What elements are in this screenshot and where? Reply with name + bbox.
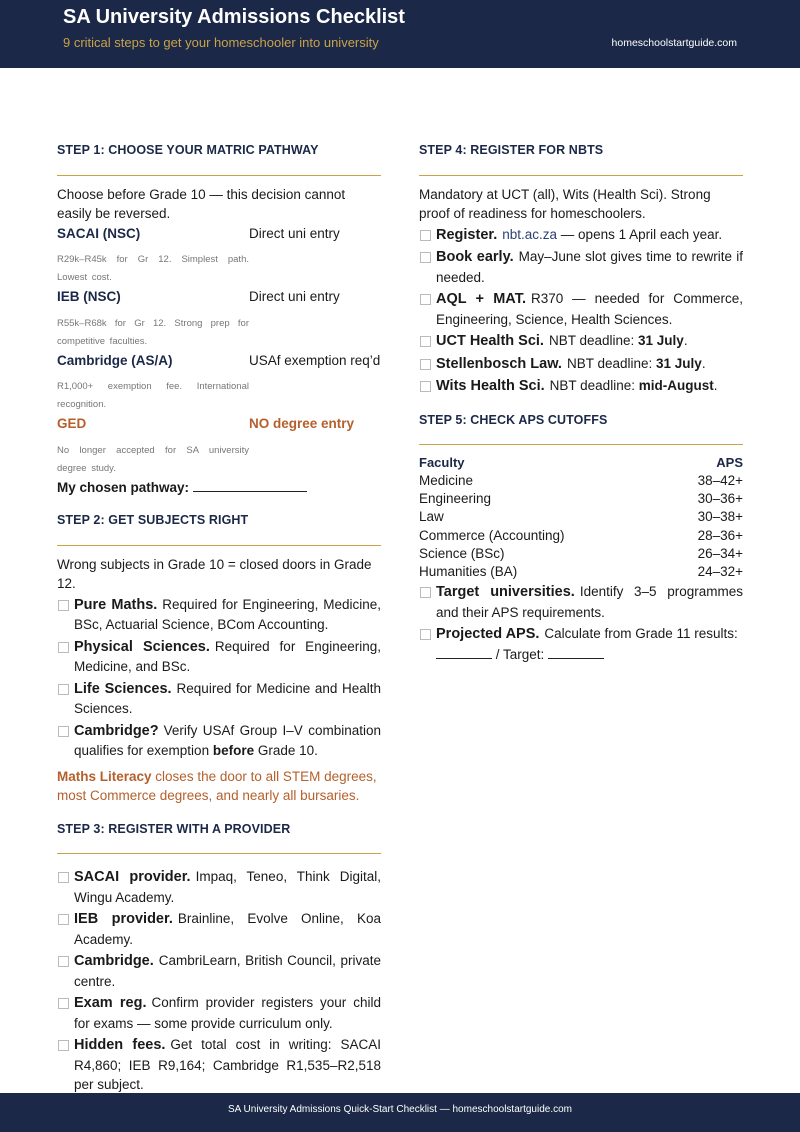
pathway-row (57, 287, 381, 351)
pathway-detail: R1,000+ exemption fee. International recognition. (57, 381, 249, 410)
pathway-row (57, 224, 381, 288)
item-text: NBT deadline: (549, 378, 639, 393)
aps-cell: 28–36+ (697, 527, 743, 543)
checklist-item (57, 595, 381, 635)
item-label: Wits Health Sci. (436, 378, 545, 394)
aps-row (419, 472, 743, 490)
checkbox[interactable] (420, 252, 431, 263)
item-text: CambriLearn, British Council, private centre. (74, 953, 381, 989)
checkbox[interactable] (58, 872, 69, 883)
aps-cell: 24–32+ (697, 564, 743, 580)
item-text: — opens 1 April each year. (557, 226, 723, 242)
item-text-after: Grade 10. (254, 743, 318, 758)
chosen-pathway-label: My chosen pathway: (57, 479, 190, 495)
chosen-pathway-field[interactable] (57, 478, 381, 498)
pathway-entry: Direct uni entry (249, 289, 340, 304)
item-bold: 31 July (656, 355, 702, 371)
warning-text: closes the door to all STEM degrees, most Commerce degrees, and nearly all bursaries. (57, 768, 377, 803)
item-text: Verify USAf Group I–V combination qualifies for exemption (74, 722, 381, 758)
item-text: Required for Engineering, Medicine, and BSc. (74, 638, 381, 674)
right-column (419, 141, 743, 666)
header (0, 0, 800, 68)
step4-heading: STEP 4: REGISTER FOR NBTS (419, 141, 743, 176)
checkbox[interactable] (420, 587, 431, 598)
pathway-entry: Direct uni entry (249, 225, 340, 241)
aps-cell: 26–34+ (697, 545, 743, 561)
aps-cell: 30–36+ (697, 491, 743, 507)
item-text: Impaq, Teneo, Think Digital, Wingu Academy. (74, 869, 381, 905)
pathway-row (57, 414, 381, 478)
pathway-name: IEB (NSC) (57, 289, 121, 304)
checkbox[interactable] (58, 1040, 69, 1051)
item-bold: mid-August (638, 378, 714, 393)
checkbox[interactable] (420, 230, 431, 241)
faculty-cell: Humanities (BA) (419, 564, 518, 580)
pathway-detail: R55k–R68k for Gr 12. Strong prep for competitive faculties. (57, 317, 249, 347)
checkbox[interactable] (58, 600, 69, 611)
faculty-cell: Law (419, 509, 444, 525)
item-text: Calculate from Grade 11 results: (544, 626, 738, 642)
item-text: May–June slot gives time to rewrite if needed. (436, 249, 743, 285)
pathway-entry: NO degree entry (249, 416, 355, 431)
item-label: Life Sciences. (74, 680, 172, 697)
checkbox[interactable] (420, 359, 431, 370)
target-aps-blank[interactable] (548, 647, 604, 659)
item-label: AQL + MAT. (436, 291, 526, 307)
nbt-link[interactable]: nbt.ac.za (502, 226, 558, 242)
step1-intro: Choose before Grade 10 — this decision cannot easily be reversed. (57, 186, 346, 221)
faculty-cell: Engineering (419, 491, 492, 507)
item-label: Book early. (436, 249, 514, 265)
left-column (57, 141, 381, 1097)
step1-heading: STEP 1: CHOOSE YOUR MATRIC PATHWAY (57, 141, 381, 176)
checklist-item (57, 1035, 381, 1095)
item-text: Required for Medicine and Health Sciences. (74, 680, 381, 716)
pathway-name: GED (57, 416, 87, 431)
item-text: Confirm provider registers your child for exams — some provide curriculum only. (74, 995, 381, 1031)
item-label: Exam reg. (74, 995, 147, 1011)
projected-aps-blank[interactable] (436, 647, 492, 659)
aps-row (419, 508, 743, 526)
subtitle: 9 critical steps to get your homeschooler into university (63, 35, 379, 50)
aps-cell: 30–38+ (697, 509, 743, 525)
item-bold: 31 July (638, 333, 684, 348)
step2-intro: Wrong subjects in Grade 10 = closed doors in Grade 12. (57, 556, 372, 591)
checklist-item (419, 225, 743, 246)
checkbox[interactable] (58, 914, 69, 925)
item-label: Hidden fees. (74, 1037, 166, 1053)
step5-heading: STEP 5: CHECK APS CUTOFFS (419, 411, 743, 446)
pathway-detail: R29k–R45k for Gr 12. Simplest path. Lowest cost. (57, 254, 249, 283)
item-label: UCT Health Sci. (436, 333, 544, 349)
maths-literacy-warning (57, 767, 381, 806)
checkbox[interactable] (58, 956, 69, 967)
checklist-item (57, 637, 381, 677)
col-aps: APS (716, 455, 743, 470)
pathway-name: Cambridge (AS/A) (57, 352, 173, 368)
checkbox[interactable] (58, 998, 69, 1009)
pathway-detail: No longer accepted for SA university degree study. (57, 444, 249, 474)
item-text-after: . (683, 333, 688, 348)
faculty-cell: Commerce (Accounting) (419, 527, 565, 543)
checkbox[interactable] (58, 642, 69, 653)
item-text: Required for Engineering, Medicine, BSc, Actuarial Science, BCom Accounting. (74, 596, 381, 632)
checklist-item (57, 993, 381, 1033)
item-label: Physical Sciences. (74, 638, 210, 655)
item-label: Projected APS. (436, 626, 540, 643)
item-label: Cambridge? (74, 722, 159, 739)
aps-row (419, 490, 743, 508)
item-label: Target universities. (436, 584, 575, 601)
checkbox[interactable] (58, 684, 69, 695)
checkbox[interactable] (420, 294, 431, 305)
aps-row (419, 527, 743, 545)
checklist-item (419, 354, 743, 375)
item-label: IEB provider. (74, 911, 173, 927)
checklist-item (419, 289, 743, 329)
checklist-item (57, 951, 381, 991)
checklist-item (57, 721, 381, 761)
step3-heading: STEP 3: REGISTER WITH A PROVIDER (57, 820, 381, 855)
item-label: Cambridge. (74, 953, 154, 969)
item-label: SACAI provider. (74, 869, 191, 885)
pathway-name: SACAI (NSC) (57, 225, 141, 241)
aps-row (419, 563, 743, 581)
footer: SA University Admissions Quick-Start Checklist — homeschoolstartguide.com (0, 1093, 800, 1132)
checklist-item (57, 867, 381, 907)
step4-intro: Mandatory at UCT (all), Wits (Health Sci). Strong proof of readiness for homeschoolers. (419, 186, 711, 221)
checklist-item (57, 679, 381, 719)
checklist-item (419, 247, 743, 287)
item-text: NBT deadline: (566, 355, 657, 371)
checkbox[interactable] (420, 381, 431, 392)
faculty-cell: Science (BSc) (419, 545, 505, 561)
item-text: Identify 3–5 programmes and their APS requirements. (436, 584, 744, 620)
item-text: Get total cost in writing: SACAI R4,860; IEB R9,164; Cambridge R1,535–R2,518 per subject. (74, 1037, 381, 1092)
target-label: / Target: (495, 646, 545, 662)
checkbox[interactable] (58, 726, 69, 737)
item-label: Pure Maths. (74, 596, 158, 613)
checkbox[interactable] (420, 629, 431, 640)
item-bold: before (212, 743, 255, 758)
aps-table (419, 453, 743, 581)
site-url: homeschoolstartguide.com (611, 37, 737, 49)
checklist-item (57, 909, 381, 949)
item-text: NBT deadline: (548, 333, 639, 348)
checklist-item (419, 331, 743, 352)
checklist-item (419, 624, 743, 664)
step2-heading: STEP 2: GET SUBJECTS RIGHT (57, 511, 381, 546)
checkbox[interactable] (420, 336, 431, 347)
checklist-item (419, 582, 743, 622)
item-label: Register. (436, 226, 498, 243)
pathway-row (57, 351, 381, 415)
item-text: R370 — needed for Commerce, Engineering, Science, Health Sciences. (436, 291, 743, 327)
item-label: Stellenbosch Law. (436, 355, 562, 372)
checklist-item (419, 376, 743, 397)
warning-bold: Maths Literacy (57, 768, 152, 784)
pathway-entry: USAf exemption req’d (249, 352, 381, 368)
item-text: Brainline, Evolve Online, Koa Academy. (74, 911, 381, 947)
aps-cell: 38–42+ (697, 473, 743, 488)
document-title: SA University Admissions Checklist (63, 6, 405, 28)
item-text-after: . (701, 355, 706, 371)
aps-row (419, 545, 743, 563)
chosen-pathway-blank[interactable] (193, 480, 307, 492)
item-text-after: . (713, 378, 718, 393)
faculty-cell: Medicine (419, 473, 474, 488)
col-faculty: Faculty (419, 455, 465, 470)
